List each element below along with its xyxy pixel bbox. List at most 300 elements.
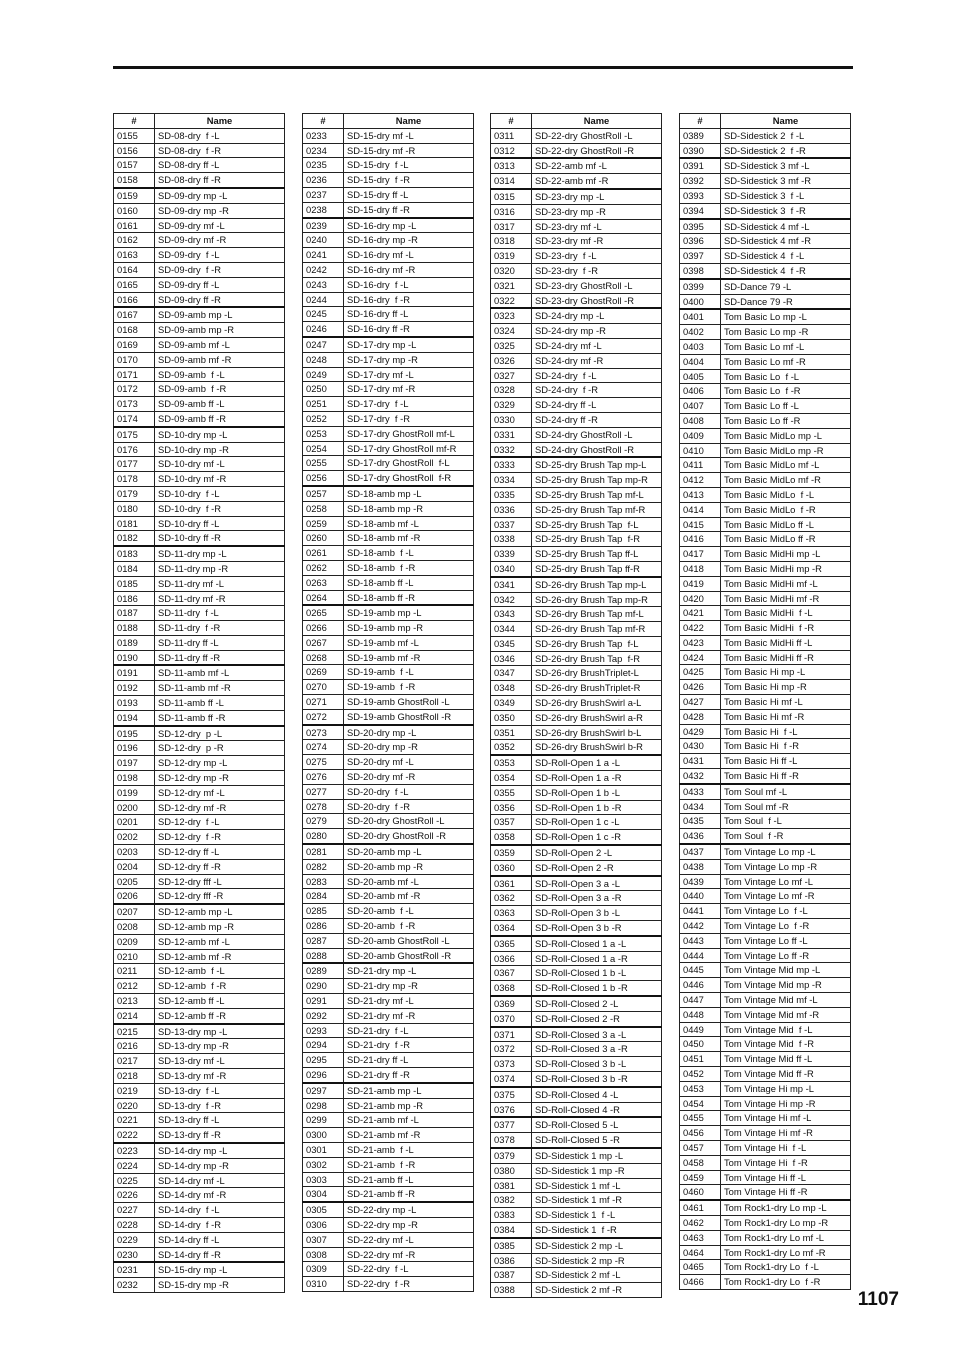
- table-row: [680, 263, 851, 278]
- table-row: [303, 1113, 474, 1128]
- row-number: 0306: [303, 1217, 344, 1232]
- row-name: SD-Dance 79 -L: [721, 279, 851, 294]
- row-name: Tom Soul f -L: [721, 814, 851, 829]
- row-name: SD-Roll-Closed 3 a -R: [532, 1042, 662, 1057]
- table-row: [114, 815, 285, 830]
- table-row: [303, 979, 474, 994]
- row-name: Tom Basic Lo mp -R: [721, 325, 851, 340]
- row-number: 0375: [491, 1087, 532, 1102]
- row-number: 0259: [303, 516, 344, 531]
- row-number: 0257: [303, 486, 344, 501]
- row-name: SD-26-dry BrushTriplet-L: [532, 666, 662, 681]
- row-number: 0337: [491, 517, 532, 532]
- header-name: Name: [155, 114, 285, 129]
- row-number: 0175: [114, 427, 155, 442]
- table-row: [114, 1247, 285, 1262]
- table-row: [680, 635, 851, 650]
- row-number: 0157: [114, 158, 155, 173]
- table-row: [114, 561, 285, 576]
- row-name: SD-Sidestick 3 f -R: [721, 203, 851, 218]
- row-number: 0419: [680, 576, 721, 591]
- row-number: 0404: [680, 354, 721, 369]
- row-number: 0217: [114, 1054, 155, 1069]
- row-number: 0220: [114, 1098, 155, 1113]
- row-number: 0188: [114, 621, 155, 636]
- row-number: 0169: [114, 337, 155, 352]
- row-name: SD-11-dry mp -L: [155, 546, 285, 561]
- table-row: [303, 471, 474, 486]
- row-number: 0394: [680, 203, 721, 218]
- table-row: [114, 1173, 285, 1188]
- table-row: [303, 397, 474, 412]
- row-number: 0177: [114, 457, 155, 472]
- row-number: 0314: [491, 174, 532, 189]
- table-row: [680, 978, 851, 993]
- row-name: SD-10-dry mp -L: [155, 427, 285, 442]
- row-name: SD-20-dry GhostRoll -R: [344, 829, 474, 844]
- row-name: Tom Basic MidHi mp -R: [721, 561, 851, 576]
- row-name: SD-20-amb f -R: [344, 919, 474, 934]
- row-name: SD-10-dry ff -L: [155, 516, 285, 531]
- row-name: SD-15-dry mf -R: [344, 143, 474, 158]
- row-name: SD-10-dry f -R: [155, 501, 285, 516]
- table-row: [491, 473, 662, 488]
- row-name: SD-24-dry f -L: [532, 368, 662, 383]
- row-number: 0192: [114, 681, 155, 696]
- table-row: [303, 725, 474, 740]
- row-number: 0223: [114, 1143, 155, 1158]
- row-number: 0363: [491, 906, 532, 921]
- table-row: [303, 307, 474, 322]
- row-name: SD-09-amb ff -L: [155, 397, 285, 412]
- row-number: 0439: [680, 874, 721, 889]
- row-name: SD-Roll-Closed 3 b -R: [532, 1072, 662, 1087]
- table-row: [303, 919, 474, 934]
- row-name: SD-Sidestick 3 mf -L: [721, 158, 851, 173]
- row-number: 0248: [303, 352, 344, 367]
- table-row: [680, 650, 851, 665]
- row-number: 0162: [114, 233, 155, 248]
- table-row: [491, 1193, 662, 1208]
- table-row: [303, 709, 474, 724]
- table-row: [680, 1067, 851, 1082]
- row-number: 0270: [303, 680, 344, 695]
- row-number: 0381: [491, 1178, 532, 1193]
- row-number: 0332: [491, 442, 532, 457]
- table-row: [491, 592, 662, 607]
- row-number: 0382: [491, 1193, 532, 1208]
- table-row: [114, 920, 285, 935]
- row-number: 0458: [680, 1155, 721, 1170]
- row-number: 0234: [303, 143, 344, 158]
- row-name: SD-09-dry f -R: [155, 262, 285, 277]
- row-number: 0322: [491, 293, 532, 308]
- row-number: 0193: [114, 696, 155, 711]
- row-number: 0307: [303, 1232, 344, 1247]
- row-name: SD-Roll-Open 1 a -L: [532, 755, 662, 770]
- row-number: 0396: [680, 234, 721, 249]
- row-name: SD-20-dry GhostRoll -L: [344, 814, 474, 829]
- row-name: Tom Vintage Lo ff -R: [721, 948, 851, 963]
- row-name: Tom Soul f -R: [721, 829, 851, 844]
- row-name: SD-Sidestick 2 f -L: [721, 128, 851, 143]
- row-name: SD-Roll-Closed 1 a -R: [532, 951, 662, 966]
- row-name: SD-26-dry Brush Tap f-R: [532, 651, 662, 666]
- row-number: 0187: [114, 606, 155, 621]
- row-number: 0160: [114, 203, 155, 218]
- row-number: 0291: [303, 994, 344, 1009]
- table-row: [303, 829, 474, 844]
- row-name: Tom Basic Hi mf -R: [721, 709, 851, 724]
- table-row: [303, 933, 474, 948]
- table-row: [491, 1042, 662, 1057]
- row-name: SD-09-amb mp -L: [155, 307, 285, 322]
- row-name: SD-14-dry mf -R: [155, 1188, 285, 1203]
- table-row: [491, 368, 662, 383]
- row-name: Tom Vintage Mid mp -L: [721, 963, 851, 978]
- row-number: 0312: [491, 143, 532, 158]
- table-row: [491, 845, 662, 860]
- table-row: [303, 755, 474, 770]
- row-number: 0451: [680, 1052, 721, 1067]
- row-number: 0325: [491, 338, 532, 353]
- row-name: SD-17-dry GhostRoll f-R: [344, 471, 474, 486]
- row-name: SD-12-amb mp -L: [155, 904, 285, 919]
- row-name: SD-13-dry mf -L: [155, 1054, 285, 1069]
- table-row: [491, 502, 662, 517]
- row-number: 0367: [491, 966, 532, 981]
- row-number: 0342: [491, 592, 532, 607]
- table-row: [114, 1262, 285, 1277]
- row-number: 0253: [303, 426, 344, 441]
- row-name: Tom Basic Lo f -L: [721, 369, 851, 384]
- row-name: Tom Rock1-dry Lo mp -R: [721, 1215, 851, 1230]
- row-number: 0155: [114, 128, 155, 143]
- row-name: SD-12-dry f -L: [155, 815, 285, 830]
- table-row: [303, 1247, 474, 1262]
- row-name: Tom Basic MidHi mf -R: [721, 591, 851, 606]
- row-number: 0262: [303, 560, 344, 575]
- table-row: [491, 353, 662, 368]
- row-name: SD-12-amb mf -R: [155, 949, 285, 964]
- row-number: 0179: [114, 486, 155, 501]
- table-row: [303, 382, 474, 397]
- row-name: SD-10-dry f -L: [155, 486, 285, 501]
- row-number: 0437: [680, 844, 721, 859]
- table-row: [114, 576, 285, 591]
- row-number: 0285: [303, 904, 344, 919]
- table-row: [491, 1087, 662, 1102]
- row-number: 0415: [680, 517, 721, 532]
- row-name: SD-Roll-Closed 1 b -R: [532, 981, 662, 996]
- row-number: 0267: [303, 635, 344, 650]
- row-number: 0300: [303, 1128, 344, 1143]
- table-row: [491, 1222, 662, 1237]
- row-number: 0292: [303, 1008, 344, 1023]
- row-number: 0297: [303, 1083, 344, 1098]
- table-row: [680, 1275, 851, 1290]
- row-name: SD-Roll-Closed 1 a -L: [532, 936, 662, 951]
- table-row: [114, 203, 285, 218]
- row-name: SD-09-dry ff -R: [155, 292, 285, 307]
- table-row: [303, 904, 474, 919]
- table-row: [303, 1187, 474, 1202]
- row-number: 0460: [680, 1185, 721, 1200]
- row-number: 0321: [491, 278, 532, 293]
- table-row: [114, 411, 285, 426]
- row-name: Tom Rock1-dry Lo mf -R: [721, 1245, 851, 1260]
- row-number: 0209: [114, 934, 155, 949]
- row-name: SD-15-dry f -L: [344, 158, 474, 173]
- row-number: 0441: [680, 904, 721, 919]
- row-name: SD-18-amb ff -R: [344, 590, 474, 605]
- table-row: [680, 219, 851, 234]
- table-row: [303, 337, 474, 352]
- row-number: 0400: [680, 294, 721, 309]
- row-name: SD-Sidestick 4 f -R: [721, 263, 851, 278]
- row-name: SD-22-dry f -L: [344, 1262, 474, 1277]
- row-name: SD-22-dry f -R: [344, 1277, 474, 1292]
- row-number: 0250: [303, 382, 344, 397]
- table-row: [114, 650, 285, 665]
- table-row: [680, 769, 851, 784]
- table-row: [491, 383, 662, 398]
- table-row: [680, 458, 851, 473]
- row-name: Tom Basic MidHi f -R: [721, 621, 851, 636]
- table-row: [114, 188, 285, 203]
- row-name: Tom Basic Hi ff -R: [721, 769, 851, 784]
- table-row: [303, 605, 474, 620]
- row-name: SD-13-dry ff -L: [155, 1113, 285, 1128]
- table-row: [491, 561, 662, 576]
- table-row: [491, 293, 662, 308]
- row-name: SD-18-amb mf -R: [344, 531, 474, 546]
- row-name: SD-24-dry mf -L: [532, 338, 662, 353]
- row-number: 0399: [680, 279, 721, 294]
- header-name: Name: [344, 114, 474, 129]
- row-number: 0221: [114, 1113, 155, 1128]
- row-name: Tom Basic MidHi f -L: [721, 606, 851, 621]
- row-name: SD-21-amb mf -R: [344, 1128, 474, 1143]
- row-name: Tom Basic MidLo f -L: [721, 487, 851, 502]
- table-row: [303, 680, 474, 695]
- row-name: Tom Basic Hi mp -R: [721, 680, 851, 695]
- row-name: SD-Roll-Open 2 -R: [532, 860, 662, 875]
- table-row: [303, 516, 474, 531]
- row-name: SD-16-dry mp -L: [344, 218, 474, 233]
- row-number: 0176: [114, 442, 155, 457]
- row-name: Tom Basic Lo ff -L: [721, 399, 851, 414]
- row-number: 0186: [114, 591, 155, 606]
- row-name: SD-20-amb mp -L: [344, 844, 474, 859]
- table-row: [114, 486, 285, 501]
- row-name: SD-Roll-Open 1 b -R: [532, 800, 662, 815]
- row-name: Tom Vintage Mid mf -L: [721, 993, 851, 1008]
- row-number: 0244: [303, 292, 344, 307]
- row-number: 0237: [303, 187, 344, 202]
- row-name: SD-11-amb ff -R: [155, 710, 285, 725]
- row-name: Tom Vintage Lo mf -R: [721, 889, 851, 904]
- row-name: Tom Basic MidHi ff -R: [721, 650, 851, 665]
- table-row: [303, 784, 474, 799]
- row-number: 0241: [303, 248, 344, 263]
- table-row: [680, 309, 851, 324]
- table-row: [680, 143, 851, 158]
- row-number: 0199: [114, 785, 155, 800]
- row-name: SD-21-amb mp -R: [344, 1098, 474, 1113]
- table-row: [491, 308, 662, 323]
- row-number: 0206: [114, 889, 155, 904]
- table-row: [680, 829, 851, 844]
- table-row: [680, 1052, 851, 1067]
- row-name: SD-Roll-Closed 3 b -L: [532, 1057, 662, 1072]
- table-row: [491, 204, 662, 219]
- row-name: SD-Sidestick 4 mf -L: [721, 219, 851, 234]
- table-row: [491, 532, 662, 547]
- row-number: 0233: [303, 128, 344, 143]
- table-row: [491, 981, 662, 996]
- row-number: 0178: [114, 472, 155, 487]
- table-row: [114, 1039, 285, 1054]
- row-number: 0317: [491, 219, 532, 234]
- row-name: SD-Sidestick 1 mf -L: [532, 1178, 662, 1193]
- list-column-1: [113, 113, 285, 1293]
- table-row: [303, 187, 474, 202]
- table-row: [114, 1054, 285, 1069]
- row-number: 0426: [680, 680, 721, 695]
- table-row: [491, 771, 662, 786]
- row-number: 0170: [114, 352, 155, 367]
- table-row: [680, 128, 851, 143]
- row-number: 0166: [114, 292, 155, 307]
- table-row: [114, 442, 285, 457]
- table-row: [491, 666, 662, 681]
- table-row: [491, 1253, 662, 1268]
- row-number: 0428: [680, 709, 721, 724]
- table-row: [114, 233, 285, 248]
- row-name: SD-10-dry ff -R: [155, 531, 285, 546]
- row-name: SD-09-dry mf -R: [155, 233, 285, 248]
- table-row: [303, 889, 474, 904]
- row-name: SD-12-dry p -L: [155, 726, 285, 741]
- row-name: SD-23-dry GhostRoll -L: [532, 278, 662, 293]
- row-name: Tom Basic Hi ff -L: [721, 754, 851, 769]
- row-name: SD-19-amb mp -R: [344, 621, 474, 636]
- table-row: [491, 219, 662, 234]
- row-name: SD-23-dry f -R: [532, 263, 662, 278]
- row-number: 0197: [114, 756, 155, 771]
- row-name: SD-22-amb mf -R: [532, 174, 662, 189]
- table-row: [303, 531, 474, 546]
- row-name: SD-13-dry mp -L: [155, 1024, 285, 1039]
- table-row: [680, 1260, 851, 1275]
- row-number: 0406: [680, 384, 721, 399]
- table-row: [491, 607, 662, 622]
- row-name: SD-26-dry BrushSwirl a-R: [532, 710, 662, 725]
- row-name: SD-21-amb mp -L: [344, 1083, 474, 1098]
- row-number: 0346: [491, 651, 532, 666]
- table-row: [680, 294, 851, 309]
- table-row: [680, 904, 851, 919]
- row-name: SD-17-dry mf -L: [344, 367, 474, 382]
- row-number: 0427: [680, 695, 721, 710]
- row-name: SD-09-dry mf -L: [155, 218, 285, 233]
- row-number: 0173: [114, 397, 155, 412]
- row-number: 0372: [491, 1042, 532, 1057]
- table-row: [114, 262, 285, 277]
- row-number: 0236: [303, 173, 344, 188]
- row-name: Tom Rock1-dry Lo mf -L: [721, 1230, 851, 1245]
- row-number: 0263: [303, 575, 344, 590]
- table-row: [114, 591, 285, 606]
- row-name: SD-26-dry Brush Tap mf-R: [532, 622, 662, 637]
- row-number: 0393: [680, 188, 721, 203]
- row-number: 0215: [114, 1024, 155, 1039]
- row-number: 0232: [114, 1278, 155, 1293]
- row-name: SD-16-dry ff -R: [344, 322, 474, 337]
- row-name: SD-22-dry mp -R: [344, 1217, 474, 1232]
- table-row: [491, 263, 662, 278]
- row-number: 0296: [303, 1068, 344, 1083]
- row-number: 0414: [680, 502, 721, 517]
- table-row: [303, 233, 474, 248]
- table-row: [680, 680, 851, 695]
- row-name: SD-25-dry Brush Tap ff-R: [532, 561, 662, 576]
- table-row: [491, 1117, 662, 1132]
- table-row: [491, 966, 662, 981]
- table-row: [680, 606, 851, 621]
- row-number: 0455: [680, 1111, 721, 1126]
- row-name: SD-12-dry ff -R: [155, 859, 285, 874]
- table-row: [491, 936, 662, 951]
- table-row: [680, 1230, 851, 1245]
- row-number: 0401: [680, 309, 721, 324]
- table-row: [303, 173, 474, 188]
- row-name: SD-08-dry ff -L: [155, 158, 285, 173]
- row-number: 0377: [491, 1117, 532, 1132]
- row-name: SD-Roll-Closed 2 -R: [532, 1011, 662, 1026]
- table-row: [303, 218, 474, 233]
- row-number: 0403: [680, 339, 721, 354]
- row-number: 0450: [680, 1037, 721, 1052]
- table-row: [680, 428, 851, 443]
- row-number: 0336: [491, 502, 532, 517]
- table-row: [114, 830, 285, 845]
- row-number: 0431: [680, 754, 721, 769]
- row-name: SD-26-dry BrushSwirl a-L: [532, 696, 662, 711]
- table-row: [303, 1008, 474, 1023]
- row-number: 0417: [680, 547, 721, 562]
- row-name: SD-17-dry GhostRoll mf-R: [344, 441, 474, 456]
- row-name: SD-26-dry Brush Tap mp-L: [532, 577, 662, 592]
- row-name: SD-19-amb GhostRoll -R: [344, 709, 474, 724]
- table-row: [114, 621, 285, 636]
- row-number: 0344: [491, 622, 532, 637]
- table-row: [680, 963, 851, 978]
- row-number: 0408: [680, 413, 721, 428]
- row-name: SD-Sidestick 1 mf -R: [532, 1193, 662, 1208]
- row-name: SD-15-dry f -R: [344, 173, 474, 188]
- header-name: Name: [721, 114, 851, 129]
- row-number: 0208: [114, 920, 155, 935]
- row-name: SD-Roll-Closed 5 -R: [532, 1133, 662, 1148]
- row-name: SD-21-amb f -R: [344, 1157, 474, 1172]
- row-name: Tom Basic MidLo mf -R: [721, 473, 851, 488]
- row-number: 0425: [680, 665, 721, 680]
- row-number: 0219: [114, 1083, 155, 1098]
- table-row: [680, 561, 851, 576]
- row-number: 0433: [680, 784, 721, 799]
